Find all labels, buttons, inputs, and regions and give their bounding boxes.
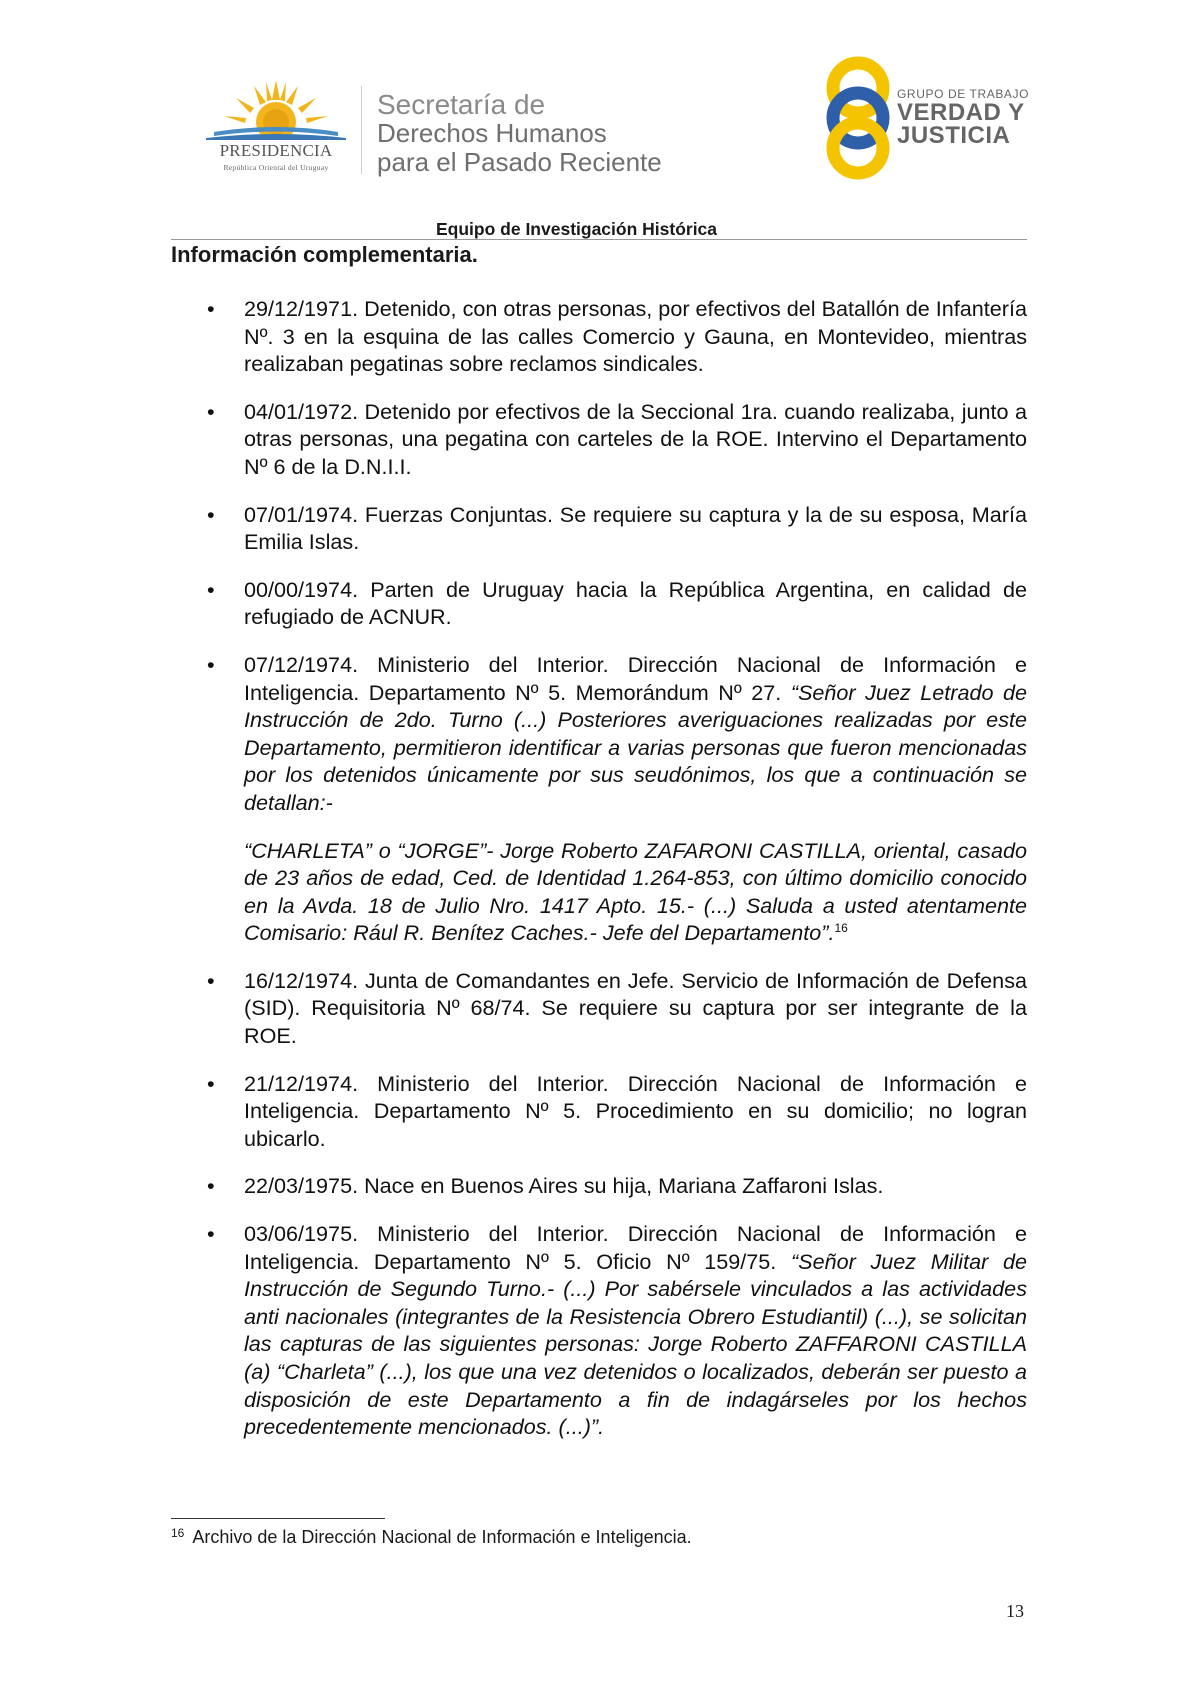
item-quote-continued — [244, 837, 1027, 947]
content — [171, 295, 1027, 1461]
grupo-title — [897, 101, 1025, 147]
list-item — [171, 1070, 1027, 1153]
section-title: Información complementaria. — [171, 242, 478, 267]
list-item — [171, 295, 1027, 378]
bullet: • — [207, 967, 215, 993]
grupo-title-line-1: VERDAD Y — [897, 99, 1025, 126]
bullet: • — [207, 576, 215, 602]
footnote-text: Archivo de la Dirección Nacional de Información e Inteligencia. — [192, 1527, 692, 1547]
secretaria-line-1: Secretaría de — [377, 89, 546, 120]
item-text: 16/12/1974. Junta de Comandantes en Jefe. Servicio de Información de Defensa (SID). Requisitoria Nº 68/74. Se requiere su captura por ser integrante de la ROE. — [244, 967, 1027, 1049]
page-number: 13 — [1006, 1601, 1024, 1621]
list-item — [171, 501, 1027, 556]
list-item — [171, 576, 1027, 631]
item-lead: 03/06/1975. Ministerio del Interior. Dirección Nacional de Información e Inteligencia. Departamento Nº 5. Oficio Nº 159/75. — [244, 1221, 1027, 1274]
item-text — [244, 1220, 1027, 1441]
list-item — [171, 967, 1027, 1050]
presidencia-logo — [196, 78, 356, 178]
footnote-rule — [171, 1518, 385, 1519]
team-title: Equipo de Investigación Histórica — [436, 219, 718, 239]
item-quote: “Señor Juez Militar de Instrucción de Segundo Turno.- (...) Por sabérsele vinculados a las actividades anti nacionales (integrantes de la Resistencia Obrero Estudiantil) (...), se solicitan las capturas de las siguientes personas: Jorge Roberto ZAFFARONI CASTILLA (a) “Charleta” (...), los que una vez detenidos o localizados, deberán ser puesto a disposición de este Departamento a fin de indagárseles por los hechos precedentemente mencionados. (...)”. — [244, 1248, 1027, 1440]
presidencia-sublabel: República Oriental del Uruguay — [223, 163, 329, 172]
item-lead: 07/12/1974. Ministerio del Interior. Dirección Nacional de Información e Inteligencia. Departamento Nº 5. Memorándum Nº 27. — [244, 651, 1027, 705]
secretaria-line-2: Derechos Humanos — [377, 118, 607, 148]
list-item — [171, 1172, 1027, 1200]
bullet: • — [207, 1173, 215, 1199]
sun-icon — [196, 78, 356, 140]
bullet: • — [207, 651, 215, 677]
bullet: • — [207, 296, 215, 321]
presidencia-label: PRESIDENCIA — [219, 141, 333, 160]
bullet: • — [207, 1070, 215, 1096]
list-item — [171, 398, 1027, 481]
list-item — [171, 651, 1027, 947]
grupo-label: GRUPO DE TRABAJO — [897, 87, 1030, 101]
bullet: • — [207, 501, 215, 527]
item-quote: “Señor Juez Letrado de Instrucción de 2do. Turno (...) Posteriores averiguaciones realizadas por este Departamento, permitieron identificar a varias personas que fueron mencionadas por los detenidos únicamente por sus seudónimos, los que a continuación se detallan:- — [244, 679, 1028, 815]
footnote — [171, 1527, 692, 1548]
list-item — [171, 1220, 1027, 1441]
secretaria-line-3: para el Pasado Reciente — [377, 147, 662, 177]
item-text: 04/01/1972. Detenido por efectivos de la Seccional 1ra. cuando realizaba, junto a otras personas, una pegatina con carteles de la ROE. Intervino el Departamento Nº 6 de la D.N.I.I. — [244, 398, 1027, 479]
item-text: 22/03/1975. Nace en Buenos Aires su hija, Mariana Zaffaroni Islas. — [244, 1173, 884, 1199]
header-rule — [171, 239, 1027, 240]
secretaria-title — [377, 90, 662, 177]
item-text: 00/00/1974. Parten de Uruguay hacia la República Argentina, en calidad de refugiado de ACNUR. — [244, 576, 1027, 630]
item-text — [244, 651, 1027, 817]
item-quote-2: “CHARLETA” o “JORGE”- Jorge Roberto ZAFARONI CASTILLA, oriental, casado de 23 años de edad, Ced. de Identidad 1.264-853, con último domicilio conocido en la Avda. 18 de Julio Nro. 1417 Apto. 15.- (...) Saluda a usted atentamente Comisario: Rául R. Benítez Caches.- Jefe del Departamento”. — [244, 837, 1027, 946]
item-text: 07/01/1974. Fuerzas Conjuntas. Se requiere su captura y la de su esposa, María Emilia Islas. — [244, 501, 1027, 555]
footnote-ref[interactable]: 16 — [834, 921, 848, 936]
bullet: • — [207, 1221, 215, 1247]
item-text: 29/12/1971. Detenido, con otras personas, por efectivos del Batallón de Infantería Nº. 3 en la esquina de las calles Comercio y Gauna, en Montevideo, mientras realizaban pegatinas sobre reclamos sindicales. — [244, 296, 1027, 377]
bullet: • — [207, 398, 215, 424]
item-text: 21/12/1974. Ministerio del Interior. Dirección Nacional de Información e Inteligencia. Departamento Nº 5. Procedimiento en su domicilio; no logran ubicarlo. — [244, 1070, 1027, 1151]
footnote-number: 16 — [171, 1526, 185, 1540]
grupo-title-line-2: JUSTICIA — [897, 122, 1011, 149]
header-divider — [361, 86, 362, 174]
